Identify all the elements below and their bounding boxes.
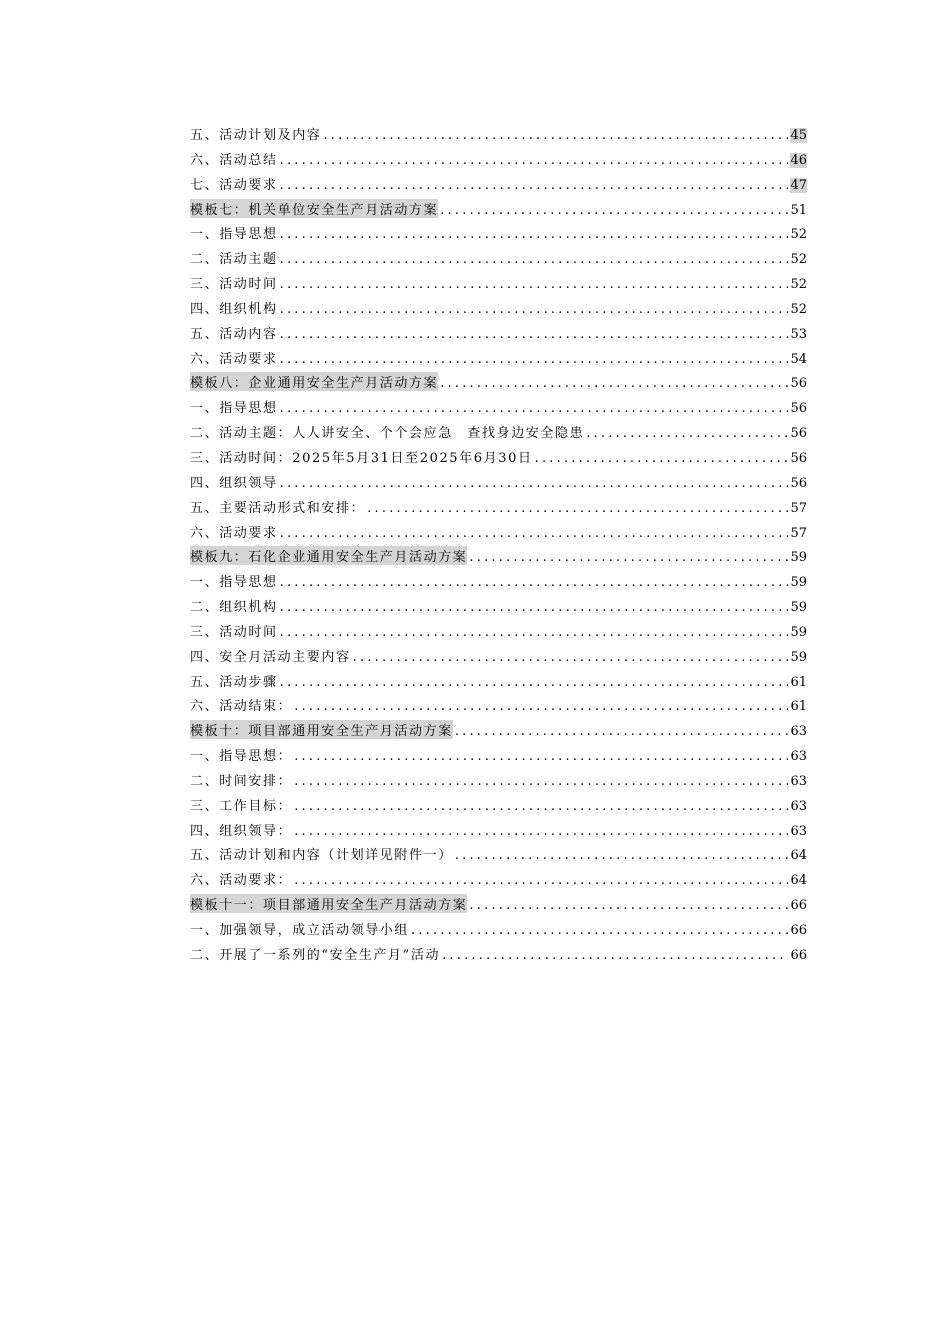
toc-entry[interactable]: [190, 745, 807, 770]
toc-page-number: 53: [790, 326, 807, 342]
toc-entry[interactable]: [190, 348, 807, 373]
toc-entry-title: 六、活动总结: [190, 152, 278, 168]
toc-dot-leader: [280, 153, 789, 168]
toc-page-number: 59: [790, 575, 807, 591]
toc-entry[interactable]: [190, 671, 807, 696]
toc-entry[interactable]: [190, 497, 807, 522]
toc-entry[interactable]: [190, 323, 807, 348]
toc-dot-leader: [280, 327, 789, 342]
toc-page-number: 59: [790, 624, 807, 640]
toc-entry[interactable]: [190, 248, 807, 273]
toc-dot-leader: [353, 650, 789, 665]
toc-page-number: 63: [790, 773, 807, 789]
toc-entry-title: 二、活动主题: [190, 252, 278, 268]
toc-entry[interactable]: [190, 447, 807, 472]
toc-entry[interactable]: [190, 397, 807, 422]
toc-page-number: 47: [790, 177, 807, 193]
toc-entry-title: 模板九：石化企业通用安全生产月活动方案: [190, 546, 467, 565]
toc-page-number: 46: [790, 152, 807, 168]
toc-page-number: 66: [790, 898, 807, 914]
toc-entry-title: 四、安全月活动主要内容: [190, 649, 351, 665]
toc-entry[interactable]: [190, 795, 807, 820]
toc-entry[interactable]: [190, 472, 807, 497]
toc-page-number: 59: [790, 600, 807, 616]
toc-dot-leader: [280, 476, 789, 491]
toc-dot-leader: [280, 302, 789, 317]
toc-entry-title: 五、活动计划及内容: [190, 128, 322, 143]
toc-entry[interactable]: [190, 571, 807, 596]
toc-entry[interactable]: [190, 149, 807, 174]
toc-section-heading[interactable]: [190, 546, 807, 571]
toc-entry-title: 二、开展了一系列的“安全生产月”活动: [190, 947, 441, 963]
toc-dot-leader: [280, 401, 789, 416]
toc-entry-title: 三、活动时间: [190, 624, 278, 640]
toc-page-number: 61: [790, 699, 807, 715]
toc-dot-leader: [294, 774, 788, 789]
toc-entry[interactable]: [190, 869, 807, 894]
toc-page-number: 56: [790, 376, 807, 392]
toc-dot-leader: [280, 252, 789, 267]
toc-dot-leader: [440, 203, 788, 218]
toc-entry-title: 模板十一：项目部通用安全生产月活动方案: [190, 894, 467, 913]
toc-section-heading[interactable]: [190, 372, 807, 397]
toc-page-number: 66: [790, 923, 807, 938]
toc-dot-leader: [280, 227, 789, 242]
toc-entry[interactable]: [190, 621, 807, 646]
toc-entry[interactable]: [190, 298, 807, 323]
toc-dot-leader: [280, 625, 789, 640]
toc-page-number: 63: [790, 823, 807, 839]
toc-entry-title: 五、活动内容: [190, 326, 278, 342]
toc-entry[interactable]: [190, 770, 807, 795]
toc-page-number: 61: [790, 674, 807, 690]
toc-entry[interactable]: [190, 223, 807, 248]
toc-dot-leader: [280, 675, 789, 690]
toc-page-number: 64: [790, 873, 807, 889]
toc-dot-leader: [280, 575, 789, 590]
toc-page-number: 56: [790, 475, 807, 491]
toc-page-number: 63: [790, 724, 807, 740]
toc-dot-leader: [280, 526, 789, 541]
toc-entry-title: 模板十：项目部通用安全生产月活动方案: [190, 720, 453, 739]
toc-dot-leader: [535, 451, 789, 466]
toc-page-number: 51: [790, 202, 807, 218]
toc-entry-title: 五、主要活动形式和安排：: [190, 500, 366, 516]
toc-entry[interactable]: [190, 522, 807, 547]
toc-entry-title: 一、加强领导，成立活动领导小组: [190, 923, 410, 938]
toc-page-number: 52: [790, 301, 807, 317]
toc-dot-leader: [294, 799, 788, 814]
toc-dot-leader: [294, 873, 788, 888]
toc-page-number: 63: [790, 749, 807, 765]
toc-entry-title: 模板八：企业通用安全生产月活动方案: [190, 372, 438, 391]
toc-entry-title: 一、指导思想: [190, 227, 278, 243]
toc-entry-title: 七、活动要求: [190, 177, 278, 193]
toc-entry[interactable]: [190, 422, 807, 447]
toc-dot-leader: [294, 699, 788, 714]
toc-entry-title: 五、活动步骤: [190, 674, 278, 690]
toc-page-number: 59: [790, 550, 807, 566]
toc-page-number: 52: [790, 252, 807, 268]
toc-entry[interactable]: [190, 124, 807, 149]
toc-page-number: 57: [790, 500, 807, 516]
toc-dot-leader: [455, 848, 789, 863]
toc-dot-leader: [442, 948, 788, 963]
toc-entry[interactable]: [190, 919, 807, 944]
toc-entry-title: 二、活动主题：人人讲安全、个个会应急 查找身边安全隐患: [190, 426, 585, 442]
toc-page-number: 56: [790, 426, 807, 442]
toc-entry-title: 模板七：机关单位安全生产月活动方案: [190, 199, 438, 218]
toc-dot-leader: [440, 376, 788, 391]
toc-page-number: 66: [790, 947, 807, 963]
toc-section-heading[interactable]: [190, 894, 807, 919]
toc-page-number: 52: [790, 277, 807, 293]
toc-entry-title: 六、活动要求：: [190, 873, 293, 889]
toc-dot-leader: [469, 898, 788, 913]
toc-page-number: 56: [790, 450, 807, 466]
toc-dot-leader: [280, 352, 789, 367]
toc-entry-title: 六、活动要求: [190, 351, 278, 367]
toc-page-number: 59: [790, 649, 807, 665]
toc-dot-leader: [280, 178, 789, 193]
toc-dot-leader: [469, 550, 788, 565]
toc-page-number: 57: [790, 525, 807, 541]
toc-entry[interactable]: [190, 646, 807, 671]
toc-entry-title: 四、组织机构: [190, 301, 278, 317]
toc-section-heading[interactable]: [190, 720, 807, 745]
toc-entry[interactable]: [190, 596, 807, 621]
toc-page-number: 63: [790, 798, 807, 814]
toc-dot-leader: [586, 426, 788, 441]
toc-entry-title: 二、时间安排：: [190, 773, 293, 789]
toc-dot-leader: [294, 749, 788, 764]
toc-entry[interactable]: [190, 174, 807, 199]
toc-dot-leader: [367, 501, 788, 516]
toc-entry-title: 三、活动时间：2025年5月31日至2025年6月30日: [190, 450, 533, 466]
toc-page-number: 64: [790, 848, 807, 864]
toc-dot-leader: [294, 824, 788, 839]
toc-dot-leader: [455, 724, 789, 739]
toc-entry[interactable]: [190, 820, 807, 845]
toc-dot-leader: [280, 600, 789, 615]
toc-entry[interactable]: [190, 695, 807, 720]
toc-entry-title: 二、组织机构: [190, 600, 278, 616]
toc-entry-title: 三、活动时间: [190, 277, 278, 293]
toc-entry[interactable]: [190, 273, 807, 298]
toc-section-heading[interactable]: [190, 199, 807, 224]
toc-entry[interactable]: [190, 844, 807, 869]
toc-entry-title: 一、指导思想：: [190, 749, 293, 765]
toc-entry[interactable]: [190, 944, 807, 969]
toc-entry-title: 五、活动计划和内容（计划详见附件一）: [190, 848, 453, 864]
toc-page-number: 45: [790, 128, 807, 143]
toc-page-number: 54: [790, 351, 807, 367]
toc-entry-title: 三、工作目标：: [190, 798, 293, 814]
toc-page-number: 56: [790, 401, 807, 417]
toc-dot-leader: [323, 128, 788, 143]
table-of-contents: [190, 124, 807, 969]
toc-entry-title: 四、组织领导：: [190, 823, 293, 839]
toc-dot-leader: [280, 277, 789, 292]
toc-dot-leader: [411, 923, 788, 938]
toc-entry-title: 六、活动结束：: [190, 699, 293, 715]
toc-page-number: 52: [790, 227, 807, 243]
toc-entry-title: 一、指导思想: [190, 401, 278, 417]
toc-entry-title: 一、指导思想: [190, 575, 278, 591]
toc-entry-title: 六、活动要求: [190, 525, 278, 541]
toc-entry-title: 四、组织领导: [190, 475, 278, 491]
